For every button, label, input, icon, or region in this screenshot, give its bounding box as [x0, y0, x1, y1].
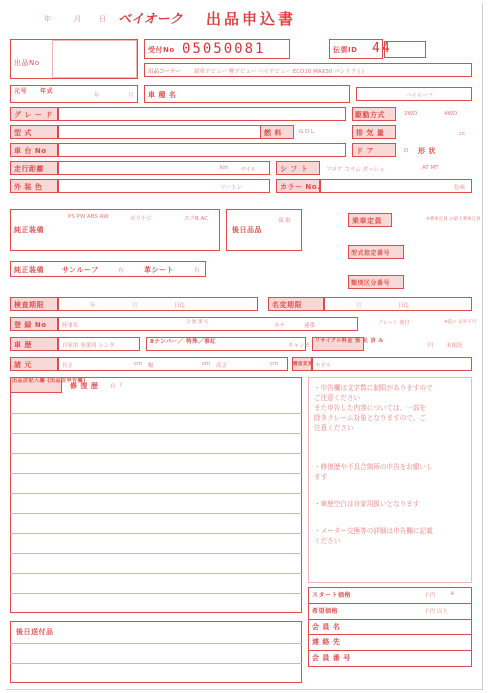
exterior-color-label: 外 装 色	[14, 183, 43, 191]
repair-history-option[interactable]: 有	[110, 384, 116, 390]
inspection-month-unit: 月	[132, 303, 138, 309]
mile-unit: マイル	[240, 167, 257, 173]
receipt-number-value: 05050081	[182, 41, 266, 57]
note-2-line-1: ・修復歴や不具合箇所の申告をお願いし	[314, 463, 433, 471]
height-unit: cm	[270, 361, 279, 367]
slip-id-label: 伝票ID	[333, 46, 358, 54]
note-2-line-2: ます	[314, 473, 328, 481]
vehicle-history-options[interactable]: 自家用 事業用 レンタ	[62, 343, 115, 349]
name-change-month-unit: 月	[356, 303, 362, 309]
remarks-line	[10, 453, 302, 454]
seat-yes[interactable]: 有	[194, 268, 200, 274]
specs-input[interactable]	[58, 357, 288, 371]
model-year-label: 年式	[40, 88, 54, 95]
modified-label: 構造変更	[293, 362, 313, 367]
remarks-line	[10, 433, 302, 434]
form-title: 出品申込書	[206, 10, 297, 28]
recycle-label: リサイクル料金 預 託 済 み	[315, 338, 384, 344]
sunroof-label: サンルーフ	[62, 266, 99, 274]
color-unit: 色味	[454, 185, 466, 191]
equipment-nav[interactable]: ポリナビ	[130, 216, 152, 222]
post-delivery-label: 後日送付品	[16, 628, 54, 636]
modified-input[interactable]	[312, 357, 472, 371]
slip-id-cells	[384, 41, 426, 58]
seat-label: 革シート	[144, 266, 174, 274]
remarks-line	[10, 413, 302, 414]
note-1-line-3: また申告した内容については、一部を	[314, 404, 426, 412]
note-4	[314, 526, 433, 546]
width-label: 幅	[148, 363, 154, 369]
capacity-label: 乗車定員	[352, 217, 382, 225]
model-code-input[interactable]	[58, 125, 286, 139]
classification-number-label: 分 類 番 号	[186, 320, 209, 325]
genuine-equipment-label: 純正装備	[14, 226, 44, 234]
month-label: 月	[74, 15, 81, 23]
day-label: 日	[99, 15, 106, 23]
seller-notes-label: 出品店記入欄 (出品店申告欄)	[12, 378, 86, 384]
desired-price-unit: 千円 以上	[424, 609, 448, 615]
repair-history-paren: (	[120, 382, 123, 388]
shift-label: シ フ ト	[280, 165, 309, 173]
model-year-box	[10, 85, 138, 103]
inspection-day-unit: 日迄	[174, 303, 186, 309]
drive-2wd[interactable]: 2WD	[404, 111, 418, 117]
door-label: ド ア	[356, 147, 374, 155]
remarks-line	[10, 533, 302, 534]
remarks-line	[10, 553, 302, 554]
genuine-equipment-label-2: 純正装備	[14, 266, 44, 274]
plate-rear-label: プレート 後付	[378, 320, 410, 326]
fuel-options[interactable]: G D L	[299, 129, 315, 135]
remarks-line	[10, 473, 302, 474]
note-1-line-2: ご注意ください	[314, 394, 361, 402]
note-3	[314, 499, 420, 509]
keep-return-options[interactable]: 保 取	[278, 218, 291, 224]
listing-corner-label: 出品コーナー	[148, 69, 182, 75]
start-price-label: スタート価格	[312, 592, 352, 599]
shape-label: 形 状	[418, 147, 436, 155]
member-number-label: 会 員 番 号	[312, 654, 351, 662]
year-unit: 年	[94, 93, 100, 99]
desired-price-label: 希望価格	[312, 608, 339, 615]
note-1-line-1: ・申告欄は文字数に制限がありますので	[314, 384, 433, 392]
category-label: 類別区分番号	[351, 280, 391, 287]
length-unit: cm	[134, 361, 143, 367]
note-1-line-5: 注意ください	[314, 424, 354, 432]
note-2	[314, 462, 433, 482]
repair-history-label: 修 復 歴	[70, 382, 99, 390]
door-unit: D	[404, 148, 409, 154]
length-label: 長さ	[62, 363, 74, 369]
transmission-options[interactable]: AT MT	[422, 165, 439, 171]
kana-label: カナ	[274, 323, 286, 329]
cc-unit: cc	[459, 131, 466, 137]
contact-label: 連 絡 先	[312, 638, 341, 646]
company-logo: ベイオーク	[118, 12, 183, 27]
drive-4wd[interactable]: 4WD	[444, 111, 458, 117]
remarks-line	[10, 493, 302, 494]
height-label: 高さ	[216, 363, 228, 369]
recycle-unpaid: 未預託	[446, 343, 463, 349]
grade-label: グ レ ー ド	[14, 111, 53, 119]
high-roof-label: ハイルーフ	[406, 93, 434, 99]
eight-number-label: 8ナンバー／ 特殊／事紅	[150, 339, 217, 345]
width-unit: cm	[202, 361, 211, 367]
remarks-line	[10, 593, 302, 594]
listing-number-entry[interactable]	[52, 40, 137, 78]
inspection-label: 検査期限	[14, 301, 44, 309]
equipment-ac[interactable]: エアB AC	[184, 216, 209, 222]
mileage-input[interactable]	[58, 161, 270, 175]
drive-label: 駆動方式	[355, 111, 385, 119]
start-price-unit: 千円	[424, 593, 436, 599]
vehicle-name-label: 車 種 名	[148, 91, 177, 99]
land-office-label: 陸事名	[62, 323, 79, 329]
remarks-line	[10, 573, 302, 574]
vehicle-history-label: 車 歴	[14, 341, 32, 349]
listing-corner-options[interactable]: 新車デビュー 軽デビュー ベイデビュー ECO10 MAX30 バンドラ ( )	[194, 69, 364, 75]
model-code-label: 型 式	[14, 129, 32, 137]
specs-label: 諸 元	[14, 361, 32, 369]
grade-input[interactable]	[58, 107, 346, 121]
name-change-label: 名変期限	[272, 301, 302, 309]
color-no-label: カラー No.	[280, 183, 321, 191]
yen-unit: 円	[428, 343, 434, 349]
post-delivery-line	[10, 663, 302, 664]
fuel-label: 燃 料	[264, 129, 282, 137]
era-label: 元号	[14, 88, 28, 95]
equipment-ps-pw[interactable]: PS PW ABS AW	[68, 214, 109, 220]
displacement-label: 排 気 量	[356, 129, 385, 137]
member-name-label: 会 員 名	[312, 623, 341, 631]
chassis-label: 車 台 No	[14, 147, 47, 155]
inspection-input[interactable]	[58, 297, 258, 311]
eight-number-note: キャンカ	[288, 343, 311, 349]
post-delivery-line	[10, 643, 302, 644]
pricing-divider	[308, 603, 472, 604]
listing-number-label: 出品No	[14, 59, 40, 67]
name-change-day-unit: 日迄	[398, 303, 410, 309]
note-4-line-2: ください	[314, 537, 341, 545]
capacity-note: ※乗車定員 の最大乗車定員	[426, 217, 481, 222]
note-4-line-1: ・メーター交換等の詳細は申告欄に記載	[314, 527, 433, 535]
note-1	[314, 383, 433, 433]
registration-label: 登 録 No	[14, 321, 47, 329]
start-price-mark: ※	[450, 591, 455, 597]
chassis-input[interactable]	[58, 143, 346, 157]
receipt-number-label: 受付No	[148, 46, 175, 54]
mileage-label: 走行距離	[14, 165, 44, 173]
year-label: 年	[44, 15, 51, 23]
slip-id-value: 44	[372, 41, 392, 56]
post-items-label: 後日品品	[232, 226, 262, 234]
shift-options[interactable]: フロア コラム ダッシュ	[326, 167, 385, 173]
plate-note: ※前の 以外不可	[444, 320, 477, 325]
sunroof-yes[interactable]: 有	[118, 268, 124, 274]
two-tone-label: ツートン	[220, 185, 243, 191]
km-unit: km	[220, 165, 229, 171]
pricing-divider	[308, 619, 472, 620]
model-label: モデル	[315, 363, 332, 369]
month-unit: 月	[128, 93, 134, 99]
inspection-year-unit: 年	[90, 303, 96, 309]
type-designation-label: 型式指定番号	[351, 250, 391, 257]
remarks-line	[10, 513, 302, 514]
color-no-input[interactable]	[320, 179, 472, 193]
serial-number-label: 連番	[304, 323, 316, 329]
pricing-divider	[308, 634, 472, 635]
application-form-sheet	[6, 3, 483, 690]
note-3-line-1: ・車歴空白は自家用扱いとなります	[314, 500, 420, 508]
pricing-divider	[308, 650, 472, 651]
note-1-line-4: 除きクレーム対象となりますので、ご	[314, 414, 426, 422]
